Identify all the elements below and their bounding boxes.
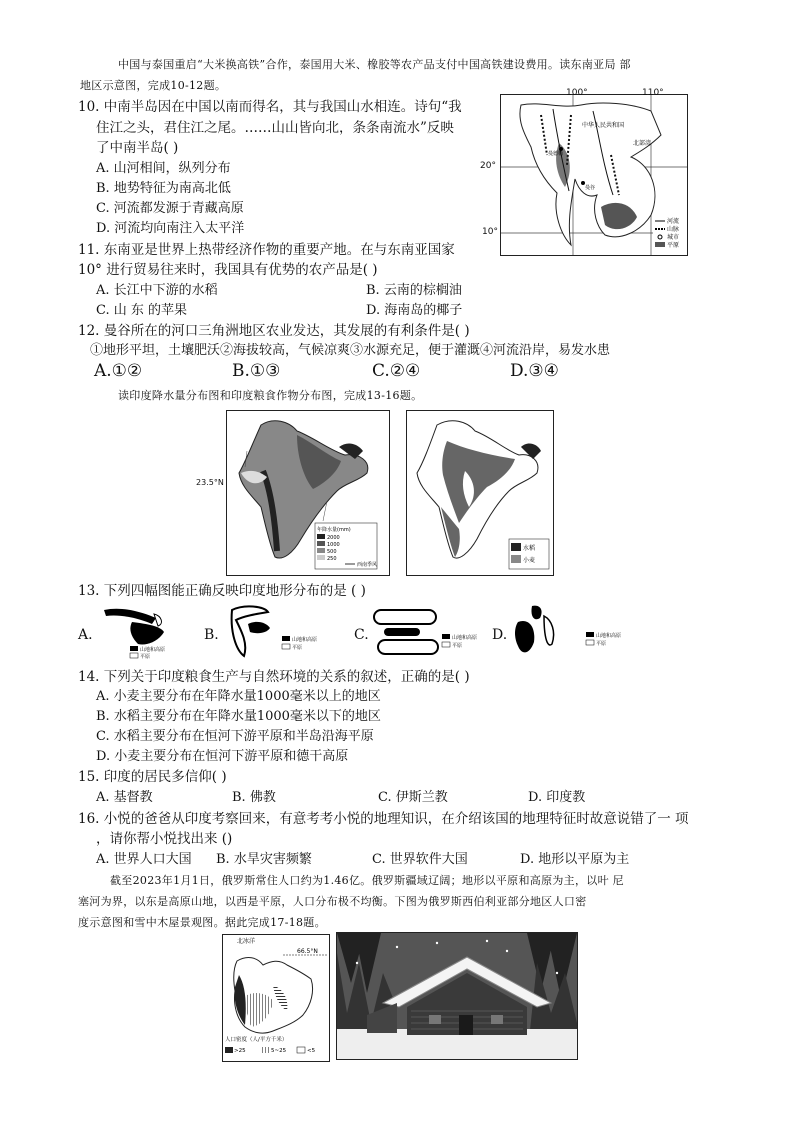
q11-option-b: B. 云南的棕榈油 bbox=[366, 283, 462, 298]
intro-text-2: 读印度降水量分布图和印度粮食作物分布图，完成13-16题。 bbox=[118, 389, 423, 402]
map4-legend-less5: <5 bbox=[307, 1048, 316, 1054]
q11-option-a: A. 长江中下游的水稻 bbox=[96, 283, 218, 298]
map2-legend-250: 250 bbox=[327, 556, 337, 562]
map1-legend-plain: 平原 bbox=[667, 242, 680, 249]
q14-stem: 14. 下列关于印度粮食生产与自然环境的关系的叙述，正确的是( ) bbox=[78, 669, 470, 685]
q13-label-d: D. bbox=[492, 627, 508, 643]
q16-option-d: D. 地形以平原为主 bbox=[520, 852, 630, 867]
q13b-legend-plain: 平原 bbox=[292, 645, 303, 651]
q10-stem-1: 10. 中南半岛因在中国以南而得名，其与我国山水相连。诗句“我 bbox=[78, 99, 462, 115]
siberia-population-map bbox=[222, 934, 330, 1062]
q15-stem: 15. 印度的居民多信仰( ) bbox=[78, 769, 227, 785]
map2-legend-500: 500 bbox=[327, 549, 337, 555]
q16-stem-2: ，请你帮小悦找出来 () bbox=[96, 831, 233, 847]
q16-option-b: B. 水旱灾害频繁 bbox=[216, 852, 312, 867]
q10-stem-2: 住江之头，君住江之尾。……山山皆向北，条条南流水”反映 bbox=[96, 120, 454, 136]
map1-lon-100: 100° bbox=[566, 88, 588, 98]
q12-conditions: ①地形平坦，土壤肥沃②海拔较高，气候凉爽③水源充足，便于灌溉④河流沿岸，易发水患 bbox=[90, 343, 611, 358]
q11-stem-1: 11. 东南亚是世界上热带经济作物的重要产地。在与东南亚国家 bbox=[78, 242, 455, 258]
q15-option-a: A. 基督教 bbox=[96, 790, 153, 805]
q10-stem-3: 了中南半岛( ) bbox=[96, 140, 179, 156]
q13-label-a: A. bbox=[78, 627, 93, 643]
q16-option-a: A. 世界人口大国 bbox=[96, 852, 192, 867]
q14-option-d: D. 小麦主要分布在恒河下游平原和德干高原 bbox=[96, 749, 349, 764]
intro-text-1b: 地区示意图，完成10-12题。 bbox=[80, 79, 227, 92]
q16-option-c: C. 世界软件大国 bbox=[372, 852, 468, 867]
q13-label-c: C. bbox=[354, 627, 369, 643]
q16-stem-1: 16. 小悦的爸爸从印度考察回来，有意考考小悦的地理知识，在介绍该国的地理特征时故意说错了一 项 bbox=[78, 811, 689, 827]
intro-text-3b: 塞河为界，以东是高原山地，以西是平原，人口分布极不均衡。下图为俄罗斯西伯利亚部分地区人口密 bbox=[78, 895, 587, 908]
map4-legend-title: 人口密度（人/平方千米） bbox=[225, 1037, 288, 1043]
southeast-asia-map bbox=[500, 94, 688, 256]
q13-stem: 13. 下列四幅图能正确反映印度地形分布的是 ( ) bbox=[78, 583, 366, 599]
intro-text-1a: 中国与泰国重启“大米换高铁”合作，泰国用大米、橡胶等农产品支付中国高铁建设费用。读东南亚局 部 bbox=[118, 58, 631, 71]
q10-option-b: B. 地势特征为南高北低 bbox=[96, 181, 231, 196]
map1-lon-110: 110° bbox=[642, 88, 664, 98]
q12-stem: 12. 曼谷所在的河口三角洲地区农业发达，其发展的有利条件是( ) bbox=[78, 323, 470, 339]
map4-ocean-label: 北冰洋 bbox=[237, 938, 256, 945]
map3-wheat-label: 小麦 bbox=[523, 557, 536, 564]
intro-text-3c: 度示意图和雪中木屋景观图。据此完成17-18题。 bbox=[78, 916, 326, 929]
q15-option-c: C. 伊斯兰教 bbox=[378, 790, 448, 805]
q14-option-b: B. 水稻主要分布在年降水量1000毫米以下的地区 bbox=[96, 709, 381, 724]
map1-bangkok-label: 曼谷 bbox=[585, 185, 596, 191]
map1-mandalay-label: 曼德勒 bbox=[548, 151, 564, 157]
q12-option-c: C.②④ bbox=[372, 361, 421, 381]
q13-figure-c bbox=[370, 604, 480, 660]
map1-legend-river: 河流 bbox=[667, 218, 680, 225]
q13-figure-b bbox=[222, 602, 332, 662]
q12-option-d: D.③④ bbox=[510, 361, 559, 381]
q15-option-d: D. 印度教 bbox=[528, 790, 586, 805]
map1-sea-label: 北部湾 bbox=[633, 140, 652, 147]
map4-legend-25plus: >25 bbox=[234, 1048, 246, 1054]
q13c-legend-mount: 山地和高原 bbox=[452, 635, 478, 641]
q10-option-c: C. 河流都发源于青藏高原 bbox=[96, 201, 244, 216]
india-crops-map bbox=[406, 410, 554, 576]
q15-option-b: B. 佛教 bbox=[232, 790, 276, 805]
map2-legend-1000: 1000 bbox=[327, 542, 340, 548]
q13a-legend-mount: 山地和高原 bbox=[140, 647, 166, 653]
q13-figure-a bbox=[98, 604, 198, 660]
map2-monsoon-label: 西南季风 bbox=[357, 562, 378, 568]
q14-option-c: C. 水稻主要分布在恒河下游平原和半岛沿海平原 bbox=[96, 729, 374, 744]
map1-lat-10: 10° bbox=[482, 227, 498, 237]
map4-legend-5-25: 5~25 bbox=[271, 1048, 287, 1054]
map2-lat-label: 23.5°N bbox=[196, 478, 224, 487]
q13c-legend-plain: 平原 bbox=[452, 643, 463, 649]
map2-legend-2000: 2000 bbox=[327, 535, 340, 541]
q11-option-c: C. 山 东 的苹果 bbox=[96, 303, 188, 318]
intro-text-3a: 截至2023年1月1日，俄罗斯常住人口约为1.46亿。俄罗斯疆域辽阔；地形以平原和高原为主，以叶 尼 bbox=[110, 874, 624, 887]
q13b-legend-mount: 山地和高原 bbox=[292, 637, 318, 643]
q12-option-a: A.①② bbox=[94, 361, 143, 381]
map1-lat-20: 20° bbox=[480, 161, 496, 171]
q13-label-b: B. bbox=[204, 627, 219, 643]
map2-legend-title: 年降水量(mm) bbox=[317, 527, 351, 533]
map3-rice-label: 水稻 bbox=[523, 545, 536, 552]
map1-legend-city: 城市 bbox=[667, 234, 680, 241]
q12-option-b: B.①③ bbox=[232, 361, 281, 381]
q11-option-d: D. 海南岛的椰子 bbox=[366, 303, 463, 318]
map1-legend-mountain: 山脉 bbox=[667, 226, 680, 233]
india-precipitation-map bbox=[226, 410, 390, 576]
q13d-legend-mount: 山地和高原 bbox=[596, 633, 622, 639]
q10-option-d: D. 河流均向南注入太平洋 bbox=[96, 221, 245, 236]
q13d-legend-plain: 平原 bbox=[596, 641, 607, 647]
snow-cabin-photo bbox=[336, 932, 578, 1060]
q11-stem-2: 10° 进行贸易往来时，我国具有优势的农产品是( ) bbox=[78, 262, 378, 278]
q13-figure-d bbox=[510, 602, 640, 662]
q10-option-a: A. 山河相间，纵列分布 bbox=[96, 161, 231, 176]
q14-option-a: A. 小麦主要分布在年降水量1000毫米以上的地区 bbox=[96, 689, 381, 704]
map1-china-label: 中华人民共和国 bbox=[582, 122, 625, 129]
map4-lat-label: 66.5°N bbox=[297, 948, 318, 955]
q13a-legend-plain: 平原 bbox=[140, 654, 151, 660]
